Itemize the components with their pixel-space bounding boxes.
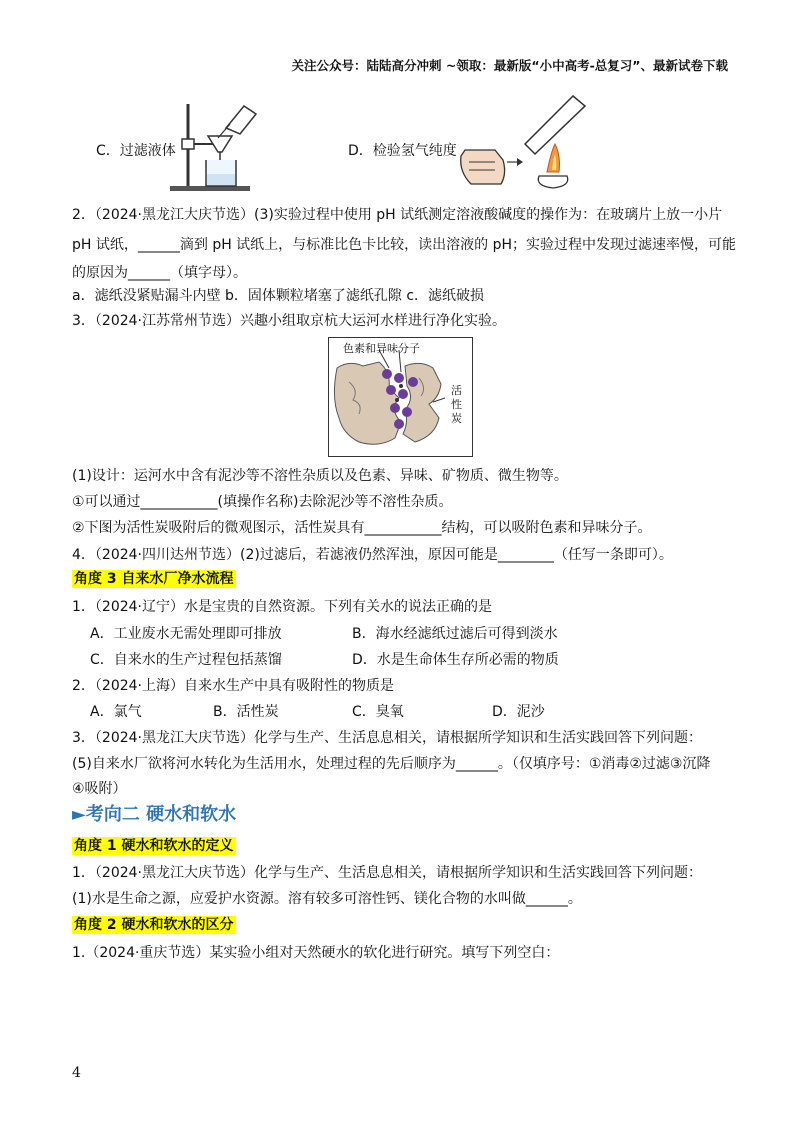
option-c-filter-liquid: C．过滤液体 bbox=[96, 143, 176, 159]
activated-carbon-figure bbox=[328, 337, 473, 457]
angle3-q2: 2．（2024·上海）自来水生产中具有吸附性的物质是 bbox=[72, 678, 394, 694]
angle2-title-text: 角度 2 硬水和软水的区分 bbox=[74, 917, 234, 933]
angle1-q1-part-a: (1)水是生命之源，应爱护水资源。溶有较多可溶性钙、镁化合物的水叫做______。 bbox=[72, 891, 582, 907]
angle3-q3-part-b: ④吸附） bbox=[72, 781, 127, 797]
angle3-q3: 3．（2024·黑龙江大庆节选）化学与生产、生活息息相关，请根据所学知识和生活实践回答下列问题： bbox=[72, 730, 702, 746]
carbon-figure-label-side-2: 性 bbox=[451, 398, 462, 411]
q3-paragraph-2: ①可以通过___________(填操作名称)去除泥沙等不溶性杂质。 bbox=[72, 494, 453, 510]
section-title-hard-soft-water: ►考向二 硬水和软水 bbox=[72, 804, 237, 825]
angle3-q1-option-c: C．自来水的生产过程包括蒸馏 bbox=[90, 652, 282, 668]
angle1-q1: 1．（2024·黑龙江大庆节选）化学与生产、生活息息相关，请根据所学知识和生活实践回答下列问题： bbox=[72, 865, 702, 881]
hydrogen-test-figure bbox=[455, 92, 595, 192]
q3-paragraph-3: ②下图为活性炭吸附后的微观图示，活性炭具有___________结构，可以吸附色素和异味分子。 bbox=[72, 520, 652, 536]
q3-line-1: 3．（2024·江苏常州节选）兴趣小组取京杭大运河水样进行净化实验。 bbox=[72, 313, 506, 329]
q2-options: a．滤纸没紧贴漏斗内壁 b．固体颗粒堵塞了滤纸孔隙 c．滤纸破损 bbox=[72, 288, 485, 304]
angle3-q1-option-a: A．工业废水无需处理即可排放 bbox=[90, 626, 282, 642]
angle3-q2-option-c: C．臭氧 bbox=[352, 704, 404, 720]
page-number: 4 bbox=[72, 1065, 81, 1081]
carbon-figure-label-side-1: 活 bbox=[451, 384, 462, 397]
angle3-q1-option-d: D．水是生命体生存所必需的物质 bbox=[352, 652, 559, 668]
angle2-title bbox=[72, 915, 236, 935]
angle1-title bbox=[72, 836, 236, 856]
angle3-q2-option-d: D．泥沙 bbox=[492, 704, 545, 720]
option-d-hydrogen-purity: D．检验氢气纯度 bbox=[348, 143, 457, 159]
q2-line-2: pH 试纸，______滴到 pH 试纸上，与标准比色卡比较，读出溶液的 pH；实验过程中发现过滤速率慢，可能 bbox=[72, 237, 737, 253]
angle3-title bbox=[72, 569, 236, 589]
angle3-title-text: 角度 3 自来水厂净水流程 bbox=[74, 571, 234, 587]
q2-line-3: 的原因为______（填字母）。 bbox=[72, 265, 247, 281]
carbon-figure-label-top: 色素和异味分子 bbox=[343, 342, 420, 355]
page-header: 关注公众号：陆陆高分冲刺 ~领取：最新版“小中高考-总复习”、最新试卷下载 bbox=[291, 58, 728, 73]
angle2-q1: 1.（2024·重庆节选）某实验小组对天然硬水的软化进行研究。填写下列空白： bbox=[72, 945, 560, 961]
q2-line-1: 2．（2024·黑龙江大庆节选）(3)实验过程中使用 pH 试纸测定溶液酸碱度的操作为：在玻璃片上放一小片 bbox=[72, 207, 723, 223]
angle3-q1: 1．（2024·辽宁）水是宝贵的自然资源。下列有关水的说法正确的是 bbox=[72, 599, 492, 615]
angle3-q1-option-b: B．海水经滤纸过滤后可得到淡水 bbox=[352, 626, 558, 642]
q3-paragraph-1: (1)设计：运河水中含有泥沙等不溶性杂质以及色素、异味、矿物质、微生物等。 bbox=[72, 468, 568, 484]
angle3-q2-option-b: B．活性炭 bbox=[213, 704, 279, 720]
angle3-q3-part-a: (5)自来水厂欲将河水转化为生活用水，处理过程的先后顺序为______。（仅填序号：①消毒②过滤③沉降 bbox=[72, 756, 711, 772]
angle3-q2-option-a: A．氯气 bbox=[90, 704, 142, 720]
q4-line: 4．（2024·四川达州节选）(2)过滤后，若滤液仍然浑浊，原因可能是________（任写一条即可）。 bbox=[72, 547, 673, 563]
carbon-figure-label-side-3: 炭 bbox=[451, 412, 462, 425]
angle1-title-text: 角度 1 硬水和软水的定义 bbox=[74, 838, 234, 854]
